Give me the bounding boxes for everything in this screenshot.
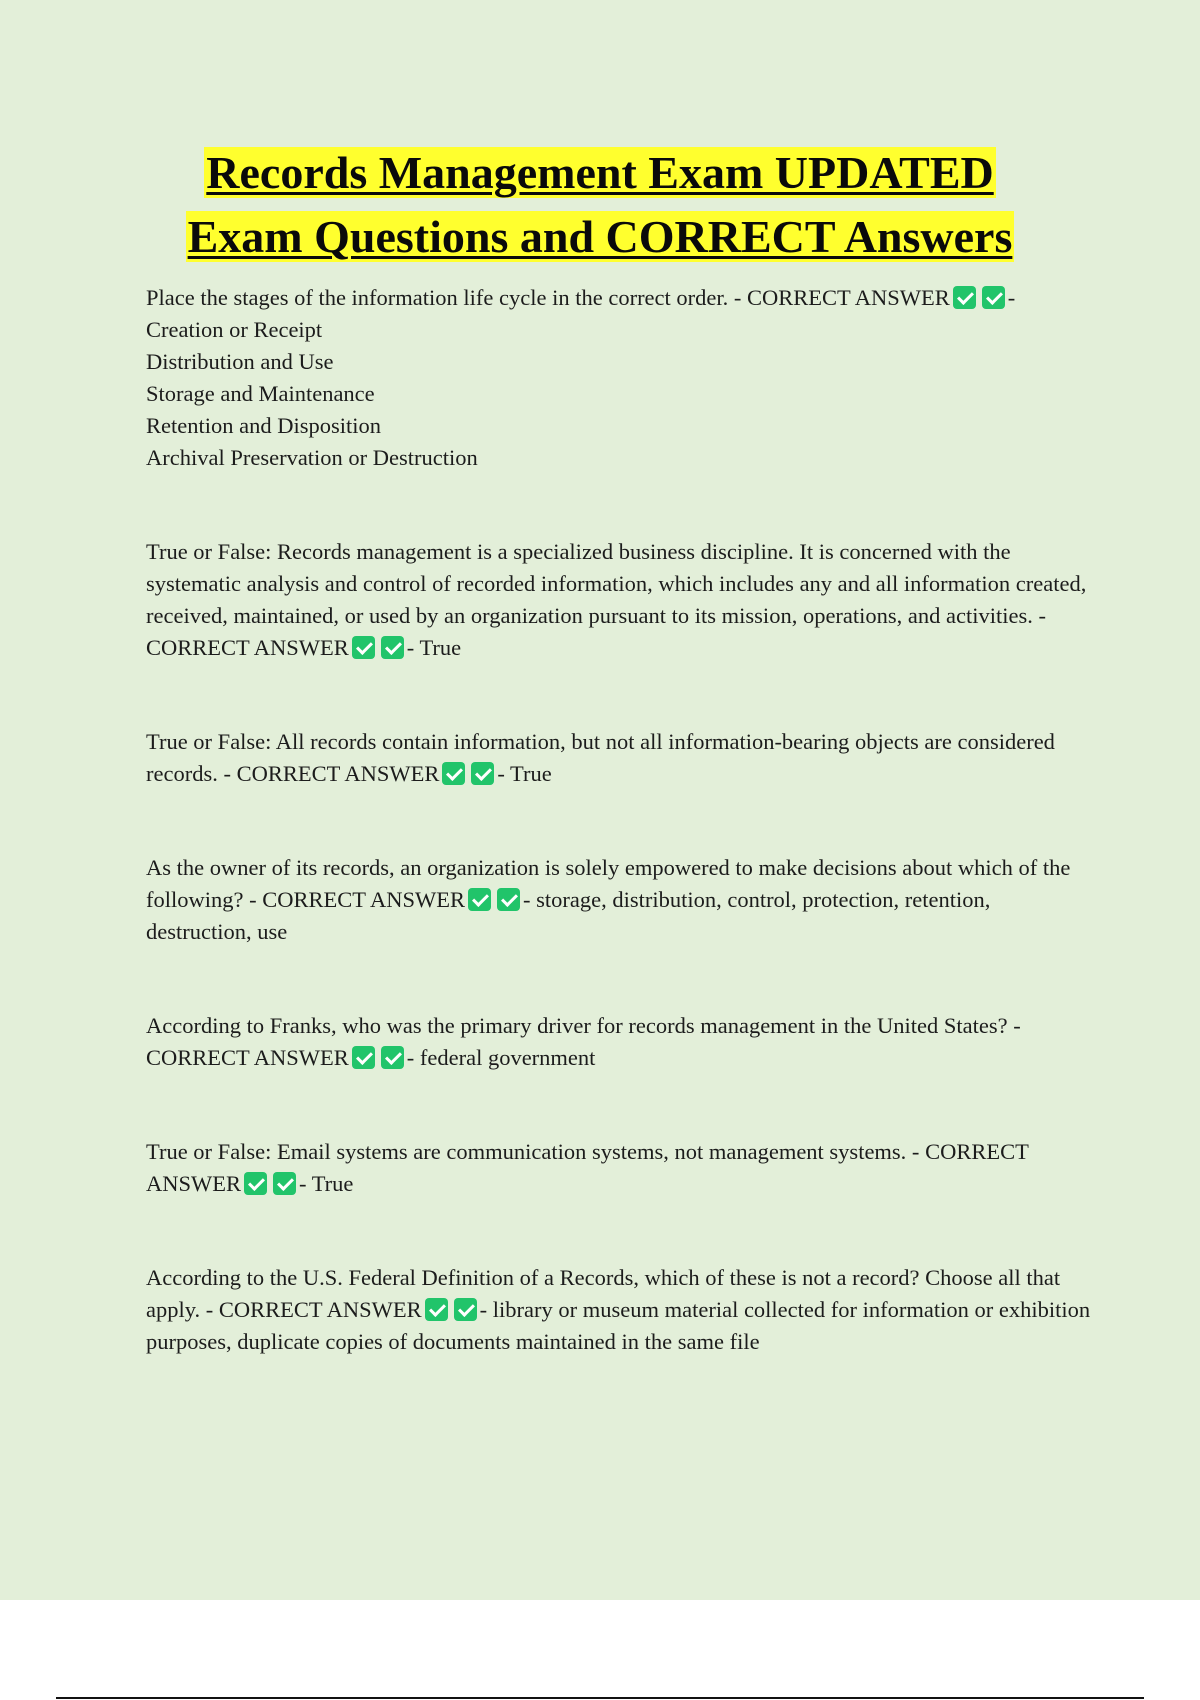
- answer-1-item: Storage and Maintenance: [146, 381, 375, 406]
- question-2: [146, 536, 1091, 664]
- document-title: [0, 146, 1200, 274]
- spacer: [146, 1200, 1091, 1262]
- correct-answer-marker: CORRECT ANSWER: [146, 1045, 349, 1070]
- check-mark-icon: [982, 286, 1005, 309]
- question-4-text: As the owner of its records, an organization is solely empowered to make decisions about which of the following? -: [146, 855, 1071, 912]
- question-5-text: According to Franks, who was the primary driver for records management in the United States? -: [146, 1013, 1021, 1038]
- answer-1-item: Archival Preservation or Destruction: [146, 445, 478, 470]
- question-6-text: True or False: Email systems are communication systems, not management systems. -: [146, 1139, 926, 1164]
- check-mark-icon: [425, 1298, 448, 1321]
- correct-answer-marker: CORRECT ANSWER: [236, 761, 440, 786]
- spacer: [146, 474, 1091, 536]
- question-7-text: According to the U.S. Federal Definition of a Records, which of these is not a record? Choose all that apply. -: [146, 1265, 1061, 1322]
- answer-7: - library or museum material collected for information or exhibition purposes, duplicate copies of documents maintained in the same file: [146, 1297, 1091, 1354]
- qa-item-2: [146, 536, 1091, 664]
- question-1-text: Place the stages of the information life cycle in the correct order. -: [146, 285, 748, 310]
- answer-6: - True: [299, 1171, 354, 1196]
- correct-answer-marker: CORRECT ANSWER: [218, 1297, 422, 1322]
- spacer: [146, 664, 1091, 726]
- spacer: [146, 1074, 1091, 1136]
- spacer: [146, 790, 1091, 852]
- question-4: [146, 852, 1091, 948]
- answer-5: - federal government: [406, 1045, 596, 1070]
- qa-item-7: [146, 1262, 1091, 1358]
- title-line-2: [0, 210, 1200, 264]
- footer-divider: [56, 1697, 1144, 1699]
- correct-answer-marker: CORRECT ANSWER: [747, 285, 950, 310]
- qa-item-3: [146, 726, 1091, 790]
- qa-item-4: [146, 852, 1091, 948]
- question-1: [146, 282, 1091, 346]
- qa-item-1: [146, 282, 1091, 474]
- answer-1-item: Distribution and Use: [146, 349, 334, 374]
- question-2-text: True or False: Records management is a specialized business discipline. It is concerned with the systematic analysis and control of recorded information, which includes any and all information created, received, maintained, or used by an organization pursuant to its mission, operations, and activities. -: [146, 539, 1087, 628]
- check-mark-icon: [352, 636, 375, 659]
- correct-answer-marker: CORRECT ANSWER: [146, 635, 349, 660]
- qa-item-6: [146, 1136, 1091, 1200]
- question-3: [146, 726, 1091, 790]
- answer-4: - storage, distribution, control, protection, retention, destruction, use: [146, 887, 991, 944]
- qa-item-5: [146, 1010, 1091, 1074]
- title-line-1: [0, 146, 1200, 200]
- check-mark-icon: [468, 888, 491, 911]
- check-mark-icon: [273, 1172, 296, 1195]
- title-line-1-text: Records Management Exam UPDATED: [206, 147, 994, 198]
- check-mark-icon: [381, 1046, 404, 1069]
- spacer: [146, 948, 1091, 1010]
- answer-1-first: - Creation or Receipt: [146, 285, 1016, 342]
- correct-answer-marker: CORRECT ANSWER: [146, 1139, 1029, 1196]
- check-mark-icon: [953, 286, 976, 309]
- answer-2: - True: [406, 635, 462, 660]
- check-mark-icon: [352, 1046, 375, 1069]
- correct-answer-marker: CORRECT ANSWER: [262, 887, 465, 912]
- check-mark-icon: [244, 1172, 267, 1195]
- qa-content: [146, 282, 1091, 1358]
- question-5: [146, 1010, 1091, 1074]
- question-3-text: True or False: All records contain information, but not all information-bearing objects are considered records. -: [146, 729, 1055, 786]
- check-mark-icon: [497, 888, 520, 911]
- question-7: [146, 1262, 1091, 1358]
- title-line-2-text: Exam Questions and CORRECT Answers: [187, 211, 1013, 262]
- check-mark-icon: [454, 1298, 477, 1321]
- check-mark-icon: [442, 762, 465, 785]
- question-6: [146, 1136, 1091, 1200]
- answer-3: - True: [497, 761, 552, 786]
- check-mark-icon: [471, 762, 494, 785]
- answer-1-item: Retention and Disposition: [146, 413, 381, 438]
- check-mark-icon: [381, 636, 404, 659]
